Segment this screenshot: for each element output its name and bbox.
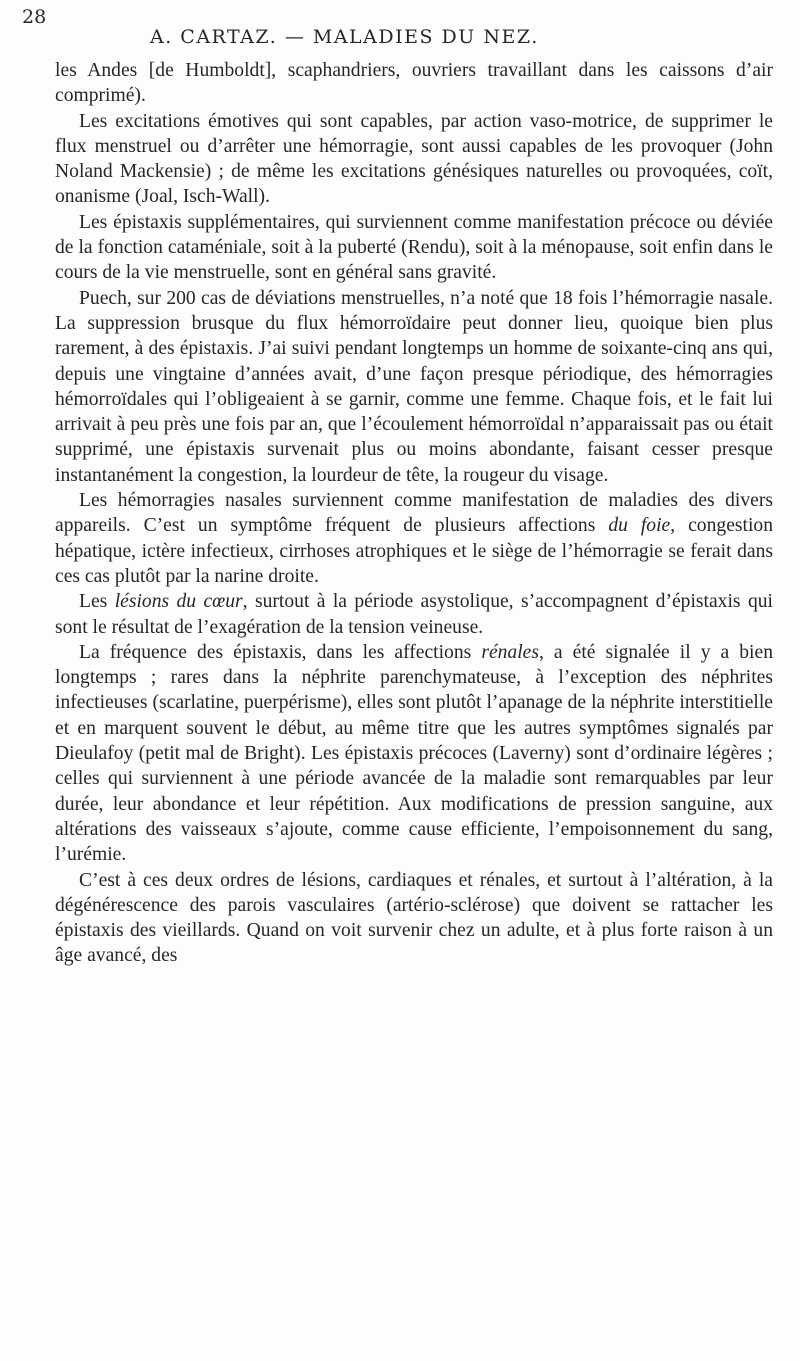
paragraph: [55, 589, 773, 640]
running-head: A. CARTAZ. — MALADIES DU NEZ.: [150, 26, 539, 48]
paragraph: [55, 868, 773, 969]
page-header: [22, 6, 740, 46]
text-run: Les: [79, 591, 115, 613]
italic-run: lésions du cœur: [114, 591, 243, 613]
text-run: , surtout à la période asystolique, s’accompagnent d’épistaxis qui sont le résultat de l’exagération de la tension veineuse.: [55, 591, 773, 638]
italic-run: du foie: [608, 515, 671, 537]
text-run: Les hémorragies nasales surviennent comme manifestation de maladies des divers appareils. C’est un symptôme fréquent de plusieurs affections: [55, 490, 773, 537]
page-number: 28: [22, 6, 47, 28]
body-text: [55, 58, 773, 969]
paragraph: [55, 58, 773, 109]
paragraph: [55, 640, 773, 868]
text-run: , congestion hépatique, ictère infectieux, cirrhoses atrophiques et le siège de l’hémorragie se ferait dans ces cas plutôt par la narine droite.: [55, 515, 773, 587]
text-run: , a été signalée il y a bien longtemps ; rares dans la néphrite parenchymateuse, à l’exception des néphrites infectieuses (scarlatine, puerpérisme), elles sont plutôt l’apanage de la néphrite interstitielle et en marquent souvent le début, au même titre que les autres symptômes signalés par Dieulafoy (petit mal de Bright). Les épistaxis précoces (Laverny) sont d’ordinaire légères ; celles qui surviennent à une période avancée de la maladie sont remarquables par leur durée, leur abondance et leur répétition. Aux modifications de pression sanguine, aux altérations des vaisseaux s’ajoute, comme cause efficiente, l’empoisonnement du sang, l’urémie.: [55, 641, 773, 866]
paragraph: [55, 109, 773, 210]
paragraph: [55, 488, 773, 589]
paragraph: [55, 210, 773, 286]
italic-run: rénales: [481, 641, 539, 663]
text-run: La fréquence des épistaxis, dans les affections: [79, 641, 482, 663]
text-run: Puech, sur 200 cas de déviations menstruelles, n’a noté que 18 fois l’hémorragie nasale. La suppression brusque du flux hémorroïdaire peut donner lieu, quoique bien plus rarement, à des épistaxis. J’ai suivi pendant longtemps un homme de soixante-cinq ans qui, depuis une vingtaine d’années avait, d’une façon presque périodique, des hémorragies hémorroïdales qui l’obligeaient à se garnir, comme une femme. Chaque fois, et le fait lui arrivait à peu près une fois par an, que l’écoulement hémorroïdal n’apparaissait pas ou était supprimé, une épistaxis survenait plus ou moins abondante, faisant cesser presque instantanément la congestion, la lourdeur de tête, la rougeur du visage.: [55, 287, 773, 486]
text-run: Les excitations émotives qui sont capables, par action vaso-motrice, de supprimer le flux menstruel ou d’arrêter une hémorragie, sont aussi capables de les provoquer (John Noland Mackensie) ; de même les excitations génésiques naturelles ou provoquées, coït, onanisme (Joal, Isch-Wall).: [55, 110, 773, 208]
paragraph: [55, 286, 773, 488]
text-run: Les épistaxis supplémentaires, qui surviennent comme manifestation précoce ou déviée de la fonction cataméniale, soit à la puberté (Rendu), soit à la ménopause, soit enfin dans le cours de la vie menstruelle, sont en général sans gravité.: [55, 211, 773, 284]
text-run: C’est à ces deux ordres de lésions, cardiaques et rénales, et surtout à l’altération, à la dégénérescence des parois vasculaires (artério-sclérose) que doivent se rattacher les épistaxis des vieillards. Quand on voit survenir chez un adulte, et à plus forte raison à un âge avancé, des: [55, 869, 773, 967]
text-run: les Andes [de Humboldt], scaphandriers, ouvriers travaillant dans les caissons d’air comprimé).: [55, 60, 773, 107]
